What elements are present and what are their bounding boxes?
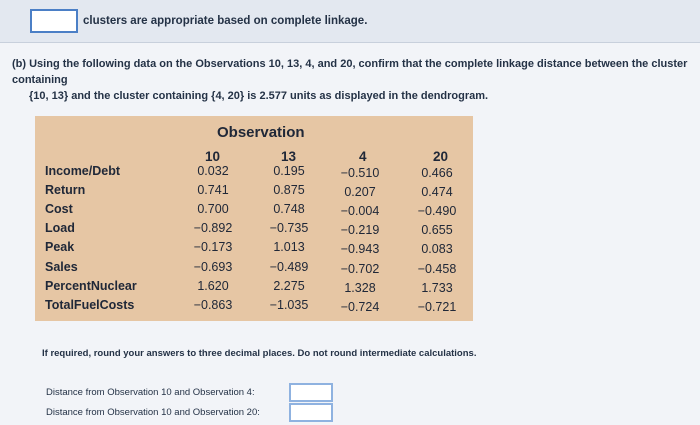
table-cell: −0.490 <box>417 204 457 218</box>
table-cell: 0.083 <box>421 242 453 256</box>
previous-question-text: clusters are appropriate based on complete linkage. <box>83 15 368 27</box>
table-cell: −0.702 <box>340 262 380 276</box>
table-cell: −0.219 <box>340 223 380 237</box>
question-line-1: (b) Using the following data on the Observations 10, 13, 4, and 20, confirm that the complete linkage distance between the cluster containing <box>12 58 688 86</box>
table-cell: −0.735 <box>269 221 309 235</box>
column-header-13: 13 <box>281 149 297 164</box>
table-cell: 0.207 <box>344 185 376 199</box>
row-label: TotalFuelCosts <box>45 298 135 312</box>
table-cell: −0.943 <box>340 242 380 256</box>
table-cell: 0.748 <box>273 202 305 216</box>
table-cell: −1.035 <box>269 298 309 312</box>
question-text <box>12 56 692 104</box>
column-header-4: 4 <box>359 149 367 164</box>
table-cell: 2.275 <box>273 279 305 293</box>
divider <box>0 42 700 43</box>
table-cell: −0.721 <box>417 300 457 314</box>
table-cell: −0.724 <box>340 300 380 314</box>
row-label: Income/Debt <box>45 164 121 178</box>
table-cell: −0.510 <box>340 166 380 180</box>
table-cell: 0.700 <box>197 202 229 216</box>
rounding-instruction: If required, round your answers to three decimal places. Do not round intermediate calculations. <box>42 348 477 359</box>
distance-10-4-label: Distance from Observation 10 and Observation 4: <box>46 387 255 398</box>
table-cell: −0.892 <box>193 221 233 235</box>
table-cell: 1.013 <box>273 240 305 254</box>
table-cell: −0.863 <box>193 298 233 312</box>
previous-answer-box[interactable] <box>30 9 78 33</box>
table-cell: 0.195 <box>273 164 305 178</box>
row-label: Peak <box>45 240 75 254</box>
table-cell: 0.655 <box>421 223 453 237</box>
table-cell: −0.458 <box>417 262 457 276</box>
row-label: Sales <box>45 260 78 274</box>
row-label: Cost <box>45 202 73 216</box>
table-cell: 0.875 <box>273 183 305 197</box>
distance-10-20-label: Distance from Observation 10 and Observation 20: <box>46 407 260 418</box>
column-header-10: 10 <box>205 149 221 164</box>
table-cell: 1.620 <box>197 279 229 293</box>
observation-header: Observation <box>217 124 305 141</box>
distance-10-20-input[interactable] <box>289 403 333 422</box>
table-cell: 1.328 <box>344 281 376 295</box>
row-label: Return <box>45 183 86 197</box>
distance-10-4-input[interactable] <box>289 383 333 402</box>
table-cell: 0.466 <box>421 166 453 180</box>
table-cell: 0.741 <box>197 183 229 197</box>
column-header-20: 20 <box>433 149 449 164</box>
question-line-2: {10, 13} and the cluster containing {4, 20} is 2.577 units as displayed in the dendrogram. <box>29 90 489 102</box>
table-cell: 0.474 <box>421 185 453 199</box>
table-cell: −0.173 <box>193 240 233 254</box>
table-cell: −0.004 <box>340 204 380 218</box>
row-label: PercentNuclear <box>45 279 137 293</box>
table-cell: 1.733 <box>421 281 453 295</box>
row-label: Load <box>45 221 75 235</box>
table-cell: −0.489 <box>269 260 309 274</box>
table-cell: 0.032 <box>197 164 229 178</box>
table-cell: −0.693 <box>193 260 233 274</box>
